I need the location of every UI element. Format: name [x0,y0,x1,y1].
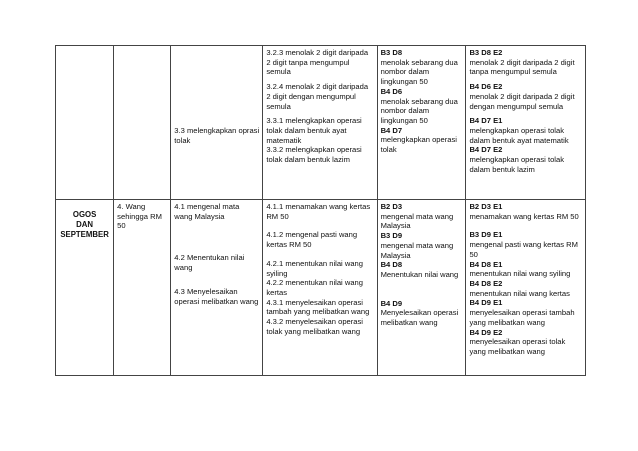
topic-cell [114,46,171,200]
evidence-cell [466,46,586,200]
standard-item: 4.1.2 mengenal pasti wang kertas RM 50 [266,230,358,250]
performance-code: B4 D6 [380,86,403,96]
learning-area-text: 4.2 Menentukan nilai wang [174,253,245,273]
learning-standard-cell [263,200,377,376]
syllabus-table [55,45,586,376]
evidence-text: menentukan nilai wang syiling [469,269,571,279]
performance-text: menolak sebarang dua nombor dalam lingkungan 50 [380,96,458,126]
learning-area-cell [171,46,263,200]
table-row [56,200,586,376]
performance-text: menolak sebarang dua nombor dalam lingkungan 50 [380,57,458,87]
standard-item: 3.3.2 melengkapkan operasi tolak dalam bentuk lazim [266,145,362,165]
performance-code: B2 D3 [380,202,403,211]
standard-item: 3.2.3 menolak 2 digit daripada 2 digit tanpa mengumpul semula [266,48,369,77]
performance-text: Menentukan nilai wang [380,270,459,280]
performance-code: B3 D9 [380,231,403,241]
evidence-cell [466,200,586,376]
topic-text: 4. Wang sehingga RM 50 [117,202,162,231]
performance-code: B3 D8 [380,48,403,57]
evidence-code: B4 D7 E2 [469,145,503,155]
month-cell [56,46,114,200]
standard-item: 3.2.4 menolak 2 digit daripada 2 digit dengan mengumpul semula [266,82,369,111]
performance-code: B4 D9 [380,298,403,308]
month-label: OGOS [72,210,97,219]
performance-code: B4 D7 [380,125,403,135]
standard-item: 4.3.1 menyelesaikan operasi tambah yang melibatkan wang [266,297,370,317]
standard-item: 4.1.1 menamakan wang kertas RM 50 [266,202,371,221]
evidence-text: menolak 2 digit daripada 2 digit dengan mengumpul semula [469,91,575,111]
learning-area-text: 3.3 melengkapkan oprasi tolak [174,126,260,145]
performance-cell [377,46,466,200]
learning-area-cell [171,200,263,376]
evidence-text: menamakan wang kertas RM 50 [469,211,579,221]
evidence-code: B2 D3 E1 [469,202,503,211]
performance-text: mengenal mata wang Malaysia [380,240,454,260]
evidence-code: B4 D8 E2 [469,279,503,289]
evidence-code: B4 D6 E2 [469,82,503,92]
standard-item: 4.2.1 menentukan nilai wang syiling [266,258,364,278]
learning-area-text: 4.1 mengenal mata wang Malaysia [174,202,240,221]
evidence-text: menyelesaikan operasi tambah yang melibatkan wang [469,308,575,327]
evidence-code: B4 D9 E2 [469,327,503,337]
month-cell [56,200,114,376]
evidence-text: melengkapkan operasi tolak dalam bentuk lazim [469,155,564,174]
performance-text: Menyelesaikan operasi melibatkan wang [380,308,459,328]
evidence-text: mengenal pasti wang kertas RM 50 [469,240,578,259]
performance-text: mengenal mata wang Malaysia [380,211,454,231]
standard-item: 4.3.2 menyelesaikan operasi tolak yang melibatkan wang [266,317,363,336]
evidence-text: menolak 2 digit daripada 2 digit tanpa mengumpul semula [469,57,575,77]
evidence-code: B3 D8 E2 [469,48,503,57]
performance-text: melengkapkan operasi tolak [380,135,457,155]
month-label: DAN [76,219,94,229]
table-row [56,46,586,200]
learning-area-text: 4.3 Menyelesaikan operasi melibatkan wang [174,286,259,306]
evidence-code: B4 D7 E1 [469,116,503,126]
evidence-code: B4 D8 E1 [469,259,503,269]
topic-cell [114,200,171,376]
standard-item: 4.2.2 menentukan nilai wang kertas [266,278,364,298]
standard-item: 3.3.1 melengkapkan operasi tolak dalam bentuk ayat matematik [266,116,362,145]
month-label: SEPTEMBER [60,229,109,239]
performance-code: B4 D8 [380,260,403,270]
learning-standard-cell [263,46,377,200]
evidence-text: menyelesaikan operasi tolak yang melibatkan wang [469,337,566,357]
evidence-text: menentukan nilai wang kertas [469,288,570,298]
performance-cell [377,200,466,376]
evidence-code: B3 D9 E1 [469,230,503,240]
evidence-text: melengkapkan operasi tolak dalam bentuk ayat matematik [469,126,569,145]
evidence-code: B4 D9 E1 [469,298,503,308]
